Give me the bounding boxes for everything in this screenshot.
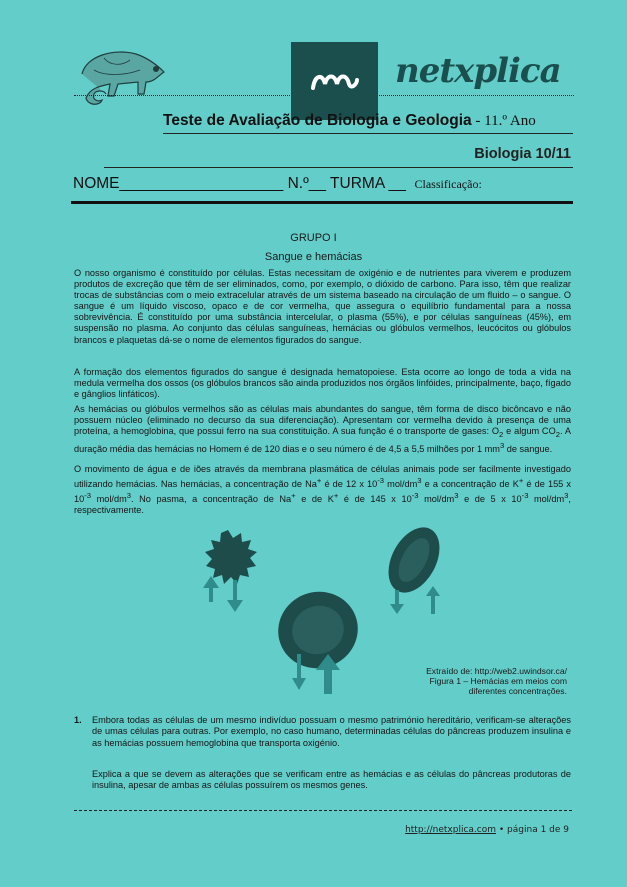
- figure-caption-line-1: Figura 1 – Hemácias em meios com: [429, 676, 567, 687]
- figure-source: Extraído de: http://web2.uwindsor.ca/: [426, 666, 567, 676]
- logo-box: [291, 42, 378, 120]
- number-field[interactable]: N.º__: [287, 175, 327, 192]
- arrow-down-icon: [390, 590, 404, 614]
- page-footer: [405, 825, 569, 835]
- normal-cell-figure: [376, 524, 452, 616]
- page-title: [163, 112, 536, 130]
- subject-rule: [104, 167, 573, 168]
- grade-label: Classificação:: [414, 177, 482, 191]
- question-prompt: Explica a que se devem as alterações que se verificam entre as hemácias e as células do pâncreas produtoras de insulina, apesar de ambas as células possuírem os mesmos genes.: [92, 769, 571, 791]
- paragraph-1: O nosso organismo é constituído por células. Estas necessitam de oxigénio e de nutrientes para viverem e produzem produtos de excreção que têm de ser eliminados, como, por exemplo, o dióxido de carbono. Para isso, têm que realizar trocas de substâncias com o meio extracelular através de um sistema baseado na circulação de um fluido – o sangue. O sangue é um líquido viscoso, opaco e de cor vermelha, que assegura o equilíbrio fundamental para a nossa sobrevivência. É constituído por uma substância intercelular, o plasma (55%), e por células sanguíneas (45%), em suspensão no plasma. Ao conjunto das células sanguíneas, hemácias ou glóbulos vermelhos, leucócitos ou glóbulos brancos e plaquetas dá-se o nome de elementos figurados do sangue.: [74, 268, 571, 345]
- figure-caption-line-2: diferentes concentrações.: [468, 686, 567, 697]
- crenated-cell-figure: [196, 528, 266, 612]
- section-heading: Sangue e hemácias: [264, 251, 363, 263]
- paragraph-3: As hemácias ou glóbulos vermelhos são as células mais abundantes do sangue, têm forma de disco bicôncavo e não possuem núcleo (eliminado no decurso da sua diferenciação). Apresentam cor vermelha devido à presença de uma proteína, a hemoglobina, que possui ferro na sua constituição. A sua função é o transporte de gases: $O_2$ e algum $CO_2$. A duração média das hemácias no Homem é de 120 dias e o seu número é de 4,5 a 5,5 milhões por 1 $mm^3$ de sangue.: [74, 404, 571, 455]
- chameleon-icon: [74, 36, 174, 110]
- title-grade: - 11.º Ano: [471, 113, 536, 129]
- class-field[interactable]: TURMA __: [330, 175, 406, 192]
- arrow-up-icon: [426, 586, 440, 614]
- question-text: Embora todas as células de um mesmo indivíduo possuam o mesmo património hereditário, verificam-se alterações de umas células para outras. Por exemplo, no caso humano, determinadas células do pâncreas produzem insulina e as hemácias possuem hemoglobina que transporta oxigénio.: [92, 715, 571, 748]
- paragraph-4: O movimento de água e de iões através da membrana plasmática de células animais pode ser facilmente investigado utilizando hemácias. Nas hemácias, a concentração de Na+ é de 12 x $10^{-3}$ mol/$dm^3$ e a concentração de K+ é de 155 x $10^{-3}$ mol/$dm^3$. No pasma, a concentração de Na+ e de K+ é de 145 x $10^{-3}$ mol/$dm^3$ e de 5 x $10^{-3}$ mol/$dm^3$, respectivamente.: [74, 464, 571, 516]
- swollen-cell-figure: [276, 590, 360, 694]
- question-number: 1.: [74, 715, 82, 725]
- arrow-down-icon: [227, 580, 243, 612]
- page-number: • página 1 de 9: [496, 825, 569, 835]
- title-rule: [163, 133, 573, 134]
- figure-caption: [426, 666, 567, 697]
- footer-dotted-rule: [74, 810, 572, 811]
- arrow-up-icon: [203, 576, 219, 602]
- brand-wordmark: netxplica: [395, 51, 561, 91]
- footer-link[interactable]: http://netxplica.com: [405, 825, 497, 835]
- name-field[interactable]: NOME___________________: [73, 175, 284, 192]
- paragraph-2: A formação dos elementos figurados do sangue é designada hematopoiese. Esta ocorre ao longo de toda a vida na medula vermelha dos ossos (os glóbulos brancos são ainda produzidos nos órgãos linfóides, principalmente, baço, fígado e gânglios linfáticos).: [74, 367, 571, 400]
- title-main: Teste de Avaliação de Biologia e Geologia: [163, 112, 472, 129]
- student-form: [73, 175, 482, 193]
- group-title: GRUPO I: [290, 232, 337, 244]
- header-thick-rule: [71, 201, 573, 204]
- netxplica-logo-icon: [311, 70, 359, 92]
- subject-label: Biologia 10/11: [474, 146, 571, 162]
- crenated-cell-icon: [205, 530, 257, 584]
